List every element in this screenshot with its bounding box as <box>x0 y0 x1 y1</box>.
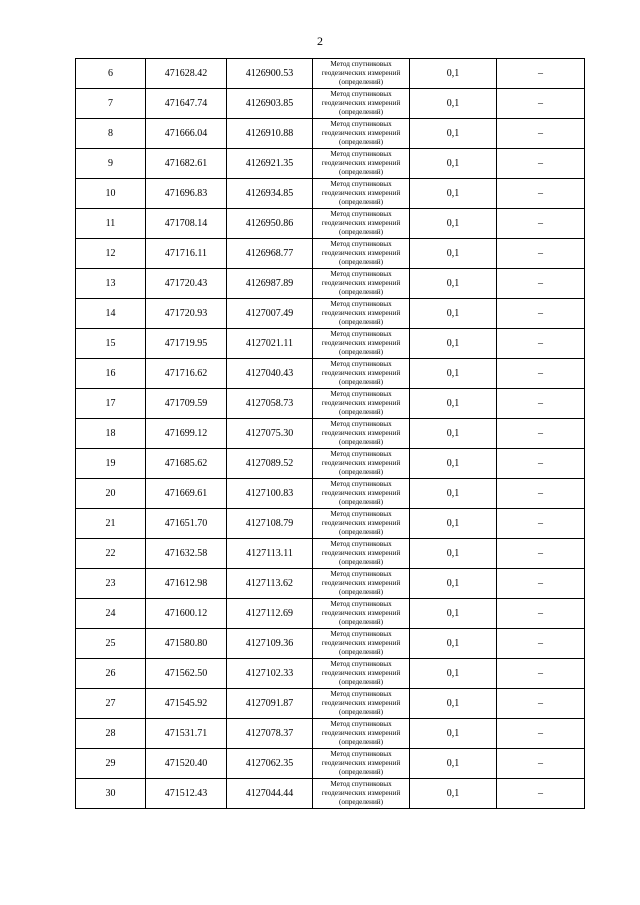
accuracy-cell: 0,1 <box>410 89 497 119</box>
coordinates-table-body <box>76 59 585 809</box>
method-text-line: (определений) <box>338 768 384 776</box>
method-text-line: Метод спутниковых <box>330 90 392 98</box>
accuracy-cell: 0,1 <box>410 629 497 659</box>
description-cell: – <box>497 539 585 569</box>
accuracy-cell: 0,1 <box>410 119 497 149</box>
coordinates-table <box>75 58 585 809</box>
table-row <box>76 119 585 149</box>
method-text-line: геодезических измерений <box>321 249 401 257</box>
table-row <box>76 329 585 359</box>
table-row <box>76 779 585 809</box>
point-number-cell: 15 <box>76 329 146 359</box>
method-text-line: (определений) <box>338 588 384 596</box>
method-cell <box>313 779 410 809</box>
method-text-line: Метод спутниковых <box>330 570 392 578</box>
method-text-line: геодезических измерений <box>321 99 401 107</box>
coordinate-x-cell: 471719.95 <box>146 329 227 359</box>
coordinate-x-cell: 471647.74 <box>146 89 227 119</box>
method-text-line: Метод спутниковых <box>330 510 392 518</box>
table-row <box>76 359 585 389</box>
accuracy-cell: 0,1 <box>410 389 497 419</box>
point-number-cell: 10 <box>76 179 146 209</box>
method-text-line: Метод спутниковых <box>330 480 392 488</box>
point-number-cell: 12 <box>76 239 146 269</box>
coordinate-y-cell: 4127075.30 <box>227 419 313 449</box>
method-text-line: Метод спутниковых <box>330 390 392 398</box>
description-cell: – <box>497 299 585 329</box>
table-row <box>76 569 585 599</box>
table-row <box>76 659 585 689</box>
accuracy-cell: 0,1 <box>410 449 497 479</box>
table-row <box>76 419 585 449</box>
coordinate-y-cell: 4127108.79 <box>227 509 313 539</box>
method-cell <box>313 119 410 149</box>
coordinate-y-cell: 4126987.89 <box>227 269 313 299</box>
method-text-line: (определений) <box>338 648 384 656</box>
point-number-cell: 13 <box>76 269 146 299</box>
description-cell: – <box>497 419 585 449</box>
method-text-line: Метод спутниковых <box>330 210 392 218</box>
description-cell: – <box>497 509 585 539</box>
coordinate-x-cell: 471685.62 <box>146 449 227 479</box>
method-cell <box>313 569 410 599</box>
description-cell: – <box>497 749 585 779</box>
coordinate-y-cell: 4127113.11 <box>227 539 313 569</box>
description-cell: – <box>497 269 585 299</box>
method-text-line: Метод спутниковых <box>330 420 392 428</box>
method-cell <box>313 389 410 419</box>
method-text-line: Метод спутниковых <box>330 600 392 608</box>
table-row <box>76 539 585 569</box>
method-cell <box>313 539 410 569</box>
table-row <box>76 269 585 299</box>
coordinate-x-cell: 471682.61 <box>146 149 227 179</box>
method-text-line: (определений) <box>338 228 384 236</box>
method-cell <box>313 59 410 89</box>
method-text-line: геодезических измерений <box>321 459 401 467</box>
coordinate-x-cell: 471709.59 <box>146 389 227 419</box>
description-cell: – <box>497 629 585 659</box>
method-text-line: геодезических измерений <box>321 369 401 377</box>
method-text-line: Метод спутниковых <box>330 270 392 278</box>
description-cell: – <box>497 479 585 509</box>
accuracy-cell: 0,1 <box>410 239 497 269</box>
method-cell <box>313 449 410 479</box>
method-text-line: Метод спутниковых <box>330 630 392 638</box>
method-cell <box>313 719 410 749</box>
table-row <box>76 599 585 629</box>
method-cell <box>313 599 410 629</box>
coordinate-y-cell: 4126934.85 <box>227 179 313 209</box>
method-cell <box>313 89 410 119</box>
table-row <box>76 59 585 89</box>
table-row <box>76 299 585 329</box>
coordinate-y-cell: 4127109.36 <box>227 629 313 659</box>
coordinate-x-cell: 471708.14 <box>146 209 227 239</box>
method-cell <box>313 689 410 719</box>
coordinate-y-cell: 4127062.35 <box>227 749 313 779</box>
accuracy-cell: 0,1 <box>410 539 497 569</box>
accuracy-cell: 0,1 <box>410 719 497 749</box>
method-text-line: Метод спутниковых <box>330 180 392 188</box>
method-text-line: Метод спутниковых <box>330 300 392 308</box>
accuracy-cell: 0,1 <box>410 479 497 509</box>
method-text-line: геодезических измерений <box>321 279 401 287</box>
point-number-cell: 6 <box>76 59 146 89</box>
method-text-line: Метод спутниковых <box>330 780 392 788</box>
description-cell: – <box>497 89 585 119</box>
method-text-line: (определений) <box>338 168 384 176</box>
method-text-line: (определений) <box>338 378 384 386</box>
coordinate-x-cell: 471531.71 <box>146 719 227 749</box>
point-number-cell: 16 <box>76 359 146 389</box>
coordinate-x-cell: 471651.70 <box>146 509 227 539</box>
accuracy-cell: 0,1 <box>410 179 497 209</box>
coordinate-y-cell: 4126903.85 <box>227 89 313 119</box>
table-row <box>76 719 585 749</box>
method-text-line: Метод спутниковых <box>330 660 392 668</box>
method-cell <box>313 329 410 359</box>
method-cell <box>313 659 410 689</box>
coordinate-x-cell: 471666.04 <box>146 119 227 149</box>
coordinate-y-cell: 4126900.53 <box>227 59 313 89</box>
method-text-line: геодезических измерений <box>321 549 401 557</box>
method-cell <box>313 239 410 269</box>
description-cell: – <box>497 719 585 749</box>
coordinate-y-cell: 4127113.62 <box>227 569 313 599</box>
point-number-cell: 20 <box>76 479 146 509</box>
accuracy-cell: 0,1 <box>410 659 497 689</box>
method-text-line: (определений) <box>338 108 384 116</box>
method-cell <box>313 479 410 509</box>
table-row <box>76 149 585 179</box>
table-row <box>76 689 585 719</box>
coordinate-y-cell: 4127112.69 <box>227 599 313 629</box>
method-text-line: геодезических измерений <box>321 729 401 737</box>
coordinate-x-cell: 471669.61 <box>146 479 227 509</box>
method-text-line: Метод спутниковых <box>330 240 392 248</box>
point-number-cell: 21 <box>76 509 146 539</box>
method-text-line: геодезических измерений <box>321 789 401 797</box>
coordinate-x-cell: 471612.98 <box>146 569 227 599</box>
accuracy-cell: 0,1 <box>410 569 497 599</box>
coordinate-y-cell: 4127007.49 <box>227 299 313 329</box>
accuracy-cell: 0,1 <box>410 59 497 89</box>
point-number-cell: 26 <box>76 659 146 689</box>
method-text-line: (определений) <box>338 468 384 476</box>
method-text-line: геодезических измерений <box>321 759 401 767</box>
method-text-line: геодезических измерений <box>321 519 401 527</box>
method-cell <box>313 359 410 389</box>
table-row <box>76 749 585 779</box>
method-text-line: Метод спутниковых <box>330 720 392 728</box>
method-text-line: (определений) <box>338 498 384 506</box>
method-cell <box>313 749 410 779</box>
method-text-line: геодезических измерений <box>321 669 401 677</box>
method-cell <box>313 209 410 239</box>
method-text-line: (определений) <box>338 708 384 716</box>
table-row <box>76 509 585 539</box>
accuracy-cell: 0,1 <box>410 779 497 809</box>
table-row <box>76 629 585 659</box>
accuracy-cell: 0,1 <box>410 329 497 359</box>
method-text-line: геодезических измерений <box>321 219 401 227</box>
point-number-cell: 22 <box>76 539 146 569</box>
method-text-line: Метод спутниковых <box>330 750 392 758</box>
method-text-line: геодезических измерений <box>321 579 401 587</box>
description-cell: – <box>497 59 585 89</box>
method-text-line: (определений) <box>338 138 384 146</box>
method-cell <box>313 299 410 329</box>
method-cell <box>313 179 410 209</box>
description-cell: – <box>497 239 585 269</box>
method-text-line: геодезических измерений <box>321 339 401 347</box>
description-cell: – <box>497 689 585 719</box>
method-text-line: геодезических измерений <box>321 699 401 707</box>
method-text-line: (определений) <box>338 78 384 86</box>
method-text-line: геодезических измерений <box>321 309 401 317</box>
point-number-cell: 25 <box>76 629 146 659</box>
coordinate-y-cell: 4127089.52 <box>227 449 313 479</box>
method-cell <box>313 149 410 179</box>
method-text-line: геодезических измерений <box>321 609 401 617</box>
method-cell <box>313 509 410 539</box>
description-cell: – <box>497 779 585 809</box>
coordinate-y-cell: 4126921.35 <box>227 149 313 179</box>
point-number-cell: 19 <box>76 449 146 479</box>
coordinate-y-cell: 4127040.43 <box>227 359 313 389</box>
coordinate-y-cell: 4127021.11 <box>227 329 313 359</box>
coordinate-x-cell: 471600.12 <box>146 599 227 629</box>
method-text-line: (определений) <box>338 528 384 536</box>
method-text-line: Метод спутниковых <box>330 540 392 548</box>
method-text-line: Метод спутниковых <box>330 60 392 68</box>
coordinate-x-cell: 471716.62 <box>146 359 227 389</box>
accuracy-cell: 0,1 <box>410 689 497 719</box>
point-number-cell: 11 <box>76 209 146 239</box>
accuracy-cell: 0,1 <box>410 209 497 239</box>
table-row <box>76 479 585 509</box>
method-text-line: геодезических измерений <box>321 399 401 407</box>
coordinate-x-cell: 471545.92 <box>146 689 227 719</box>
coordinate-x-cell: 471562.50 <box>146 659 227 689</box>
coordinate-x-cell: 471716.11 <box>146 239 227 269</box>
coordinate-x-cell: 471720.93 <box>146 299 227 329</box>
coordinate-x-cell: 471696.83 <box>146 179 227 209</box>
coordinate-x-cell: 471720.43 <box>146 269 227 299</box>
table-row <box>76 239 585 269</box>
method-text-line: геодезических измерений <box>321 639 401 647</box>
method-text-line: (определений) <box>338 738 384 746</box>
method-text-line: геодезических измерений <box>321 69 401 77</box>
coordinate-y-cell: 4127044.44 <box>227 779 313 809</box>
accuracy-cell: 0,1 <box>410 269 497 299</box>
page-number: 2 <box>317 34 323 48</box>
method-text-line: (определений) <box>338 558 384 566</box>
description-cell: – <box>497 599 585 629</box>
table-row <box>76 449 585 479</box>
coordinate-y-cell: 4126950.86 <box>227 209 313 239</box>
method-text-line: (определений) <box>338 408 384 416</box>
point-number-cell: 28 <box>76 719 146 749</box>
method-text-line: (определений) <box>338 618 384 626</box>
method-text-line: Метод спутниковых <box>330 330 392 338</box>
method-text-line: Метод спутниковых <box>330 450 392 458</box>
coordinate-y-cell: 4127102.33 <box>227 659 313 689</box>
coordinate-y-cell: 4127078.37 <box>227 719 313 749</box>
point-number-cell: 29 <box>76 749 146 779</box>
method-text-line: (определений) <box>338 798 384 806</box>
method-cell <box>313 269 410 299</box>
coordinate-y-cell: 4127091.87 <box>227 689 313 719</box>
table-row <box>76 389 585 419</box>
coordinate-x-cell: 471632.58 <box>146 539 227 569</box>
table-row <box>76 209 585 239</box>
point-number-cell: 23 <box>76 569 146 599</box>
accuracy-cell: 0,1 <box>410 299 497 329</box>
accuracy-cell: 0,1 <box>410 599 497 629</box>
point-number-cell: 18 <box>76 419 146 449</box>
description-cell: – <box>497 659 585 689</box>
point-number-cell: 7 <box>76 89 146 119</box>
method-text-line: (определений) <box>338 438 384 446</box>
method-text-line: (определений) <box>338 678 384 686</box>
coordinate-x-cell: 471520.40 <box>146 749 227 779</box>
method-text-line: (определений) <box>338 198 384 206</box>
accuracy-cell: 0,1 <box>410 749 497 779</box>
description-cell: – <box>497 569 585 599</box>
coordinate-x-cell: 471699.12 <box>146 419 227 449</box>
method-text-line: Метод спутниковых <box>330 690 392 698</box>
method-text-line: геодезических измерений <box>321 159 401 167</box>
accuracy-cell: 0,1 <box>410 509 497 539</box>
point-number-cell: 30 <box>76 779 146 809</box>
accuracy-cell: 0,1 <box>410 359 497 389</box>
accuracy-cell: 0,1 <box>410 419 497 449</box>
accuracy-cell: 0,1 <box>410 149 497 179</box>
method-text-line: Метод спутниковых <box>330 360 392 368</box>
method-text-line: (определений) <box>338 348 384 356</box>
method-text-line: геодезических измерений <box>321 189 401 197</box>
method-text-line: (определений) <box>338 258 384 266</box>
coordinate-y-cell: 4126910.88 <box>227 119 313 149</box>
description-cell: – <box>497 149 585 179</box>
method-text-line: Метод спутниковых <box>330 120 392 128</box>
point-number-cell: 24 <box>76 599 146 629</box>
point-number-cell: 27 <box>76 689 146 719</box>
point-number-cell: 8 <box>76 119 146 149</box>
coordinate-y-cell: 4126968.77 <box>227 239 313 269</box>
description-cell: – <box>497 209 585 239</box>
method-cell <box>313 419 410 449</box>
point-number-cell: 9 <box>76 149 146 179</box>
description-cell: – <box>497 389 585 419</box>
method-text-line: (определений) <box>338 318 384 326</box>
coordinate-y-cell: 4127058.73 <box>227 389 313 419</box>
coordinate-x-cell: 471580.80 <box>146 629 227 659</box>
coordinate-x-cell: 471512.43 <box>146 779 227 809</box>
method-text-line: геодезических измерений <box>321 429 401 437</box>
method-text-line: (определений) <box>338 288 384 296</box>
method-cell <box>313 629 410 659</box>
method-text-line: геодезических измерений <box>321 129 401 137</box>
method-text-line: геодезических измерений <box>321 489 401 497</box>
description-cell: – <box>497 449 585 479</box>
table-row <box>76 89 585 119</box>
point-number-cell: 14 <box>76 299 146 329</box>
description-cell: – <box>497 179 585 209</box>
description-cell: – <box>497 329 585 359</box>
description-cell: – <box>497 359 585 389</box>
coordinate-y-cell: 4127100.83 <box>227 479 313 509</box>
point-number-cell: 17 <box>76 389 146 419</box>
coordinate-x-cell: 471628.42 <box>146 59 227 89</box>
description-cell: – <box>497 119 585 149</box>
method-text-line: Метод спутниковых <box>330 150 392 158</box>
table-row <box>76 179 585 209</box>
